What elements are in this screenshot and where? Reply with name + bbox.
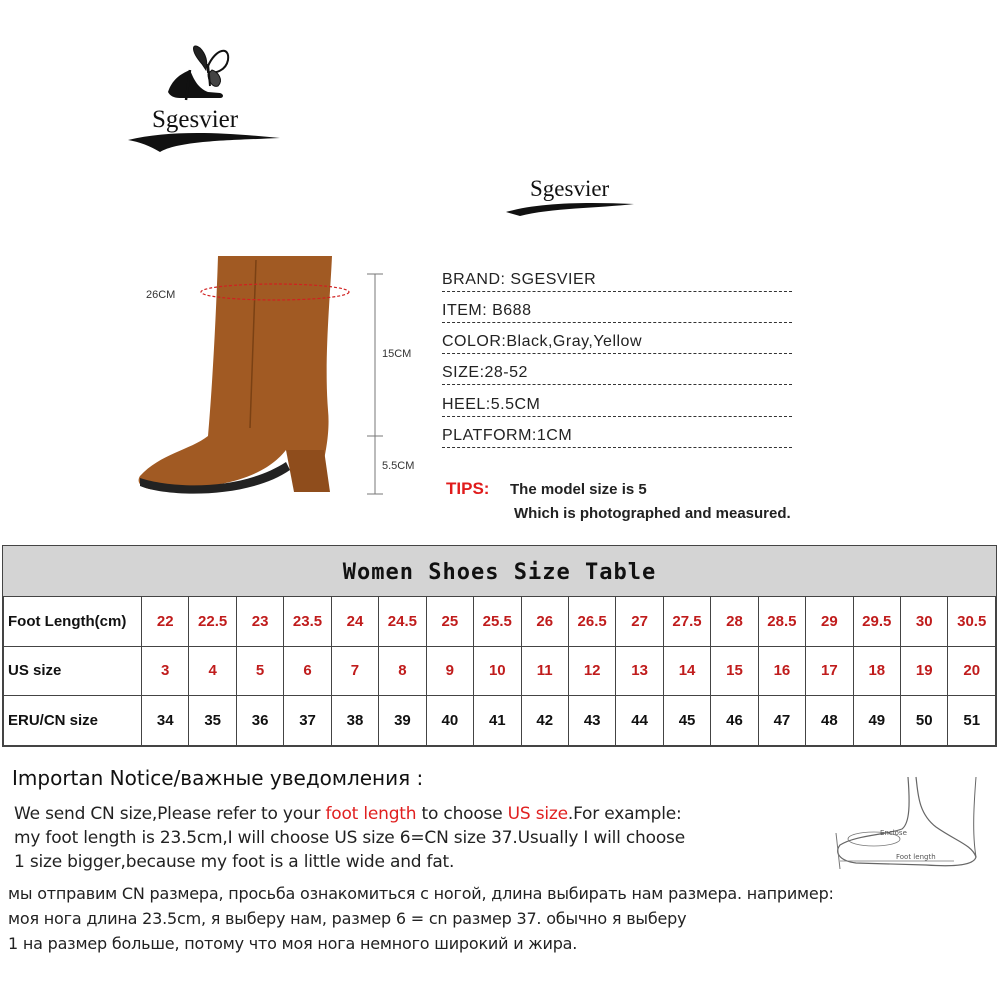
- size-cell: 11: [521, 646, 568, 696]
- size-cell: 22.5: [189, 597, 236, 647]
- notice-ru-line-3: 1 на размер больше, потому что моя нога немного широкий и жира.: [8, 934, 578, 953]
- size-cell: 3: [142, 646, 189, 696]
- size-row: [4, 696, 996, 746]
- swoosh-icon: [500, 172, 650, 222]
- size-cell: 19: [901, 646, 948, 696]
- size-cell: 40: [426, 696, 473, 746]
- circumference-label: 26CM: [146, 289, 176, 301]
- size-row: [4, 597, 996, 647]
- size-cell: 51: [948, 696, 996, 746]
- size-cell: 28.5: [758, 597, 805, 647]
- size-cell: 12: [568, 646, 615, 696]
- size-cell: 30: [901, 597, 948, 647]
- foot-length-label: Foot length: [896, 853, 936, 861]
- spec-platform: PLATFORM:1CM: [442, 425, 792, 448]
- size-cell: 50: [901, 696, 948, 746]
- butterfly-shoe-icon: [120, 40, 290, 160]
- size-cell: 38: [331, 696, 378, 746]
- boot-product-image: [80, 240, 440, 510]
- size-table: [2, 545, 997, 747]
- size-cell: 16: [758, 646, 805, 696]
- size-cell: 22: [142, 597, 189, 647]
- size-cell: 43: [568, 696, 615, 746]
- size-table-title: Women Shoes Size Table: [3, 546, 996, 597]
- size-cell: 24: [331, 597, 378, 647]
- notice-en-line-1: We send CN size,Please refer to your foot length to choose US size.For example:: [14, 804, 682, 824]
- size-cell: 36: [236, 696, 283, 746]
- size-cell: 48: [806, 696, 853, 746]
- size-cell: 8: [379, 646, 426, 696]
- size-cell: 25.5: [474, 597, 521, 647]
- brand-logo-secondary: [500, 172, 650, 222]
- size-cell: 23: [236, 597, 283, 647]
- size-cell: 26: [521, 597, 568, 647]
- size-cell: 41: [474, 696, 521, 746]
- notice-ru-line-2: моя нога длина 23.5cm, я выберу нам, размер 6 = cn размер 37. обычно я выберу: [8, 909, 687, 928]
- shaft-height-label: 15CM: [382, 348, 412, 360]
- size-cell: 4: [189, 646, 236, 696]
- size-cell: 29: [806, 597, 853, 647]
- size-cell: 5: [236, 646, 283, 696]
- tips-label: TIPS:: [446, 479, 490, 498]
- size-cell: 23.5: [284, 597, 331, 647]
- size-cell: 35: [189, 696, 236, 746]
- size-cell: 30.5: [948, 597, 996, 647]
- size-cell: 39: [379, 696, 426, 746]
- size-cell: 29.5: [853, 597, 900, 647]
- notice-title: Importan Notice/важные уведомления :: [12, 766, 424, 790]
- spec-heel: HEEL:5.5CM: [442, 394, 792, 417]
- size-cell: 20: [948, 646, 996, 696]
- spec-brand: BRAND: SGESVIER: [442, 269, 792, 292]
- size-cell: 42: [521, 696, 568, 746]
- notice-ru-line-1: мы отправим CN размера, просьба ознакомиться с ногой, длина выбирать нам размера. например:: [8, 884, 834, 903]
- foot-measure-diagram: [826, 773, 996, 873]
- size-cell: 27.5: [663, 597, 710, 647]
- size-cell: 26.5: [568, 597, 615, 647]
- size-row: [4, 646, 996, 696]
- size-cell: 47: [758, 696, 805, 746]
- tips-line-1: The model size is 5: [510, 481, 647, 498]
- size-cell: 10: [474, 646, 521, 696]
- enclose-label: Enclose: [880, 829, 907, 837]
- size-cell: 45: [663, 696, 710, 746]
- size-cell: 24.5: [379, 597, 426, 647]
- size-row-label: Foot Length(cm): [4, 597, 142, 647]
- size-cell: 37: [284, 696, 331, 746]
- spec-item: ITEM: B688: [442, 300, 792, 323]
- size-cell: 6: [284, 646, 331, 696]
- size-row-label: ERU/CN size: [4, 696, 142, 746]
- us-size-highlight: US size: [507, 804, 568, 824]
- size-row-label: US size: [4, 646, 142, 696]
- tips-line-2: Which is photographed and measured.: [514, 505, 791, 522]
- size-cell: 25: [426, 597, 473, 647]
- foot-outline-icon: [826, 773, 996, 873]
- size-cell: 9: [426, 646, 473, 696]
- heel-height-label: 5.5CM: [382, 460, 415, 472]
- spec-color: COLOR:Black,Gray,Yellow: [442, 331, 792, 354]
- size-cell: 13: [616, 646, 663, 696]
- size-cell: 15: [711, 646, 758, 696]
- brand-logo-text: Sgesvier: [530, 176, 610, 201]
- foot-length-highlight: foot length: [325, 804, 417, 824]
- brand-logo-text: Sgesvier: [152, 106, 239, 133]
- size-cell: 18: [853, 646, 900, 696]
- size-cell: 27: [616, 597, 663, 647]
- size-cell: 46: [711, 696, 758, 746]
- size-cell: 49: [853, 696, 900, 746]
- notice-en-line-3: 1 size bigger,because my foot is a little wide and fat.: [14, 852, 455, 872]
- notice-en-line-2: my foot length is 23.5cm,I will choose US size 6=CN size 37.Usually I will choose: [14, 828, 685, 848]
- brand-logo-main: [120, 40, 290, 160]
- size-grid: [3, 596, 996, 746]
- size-cell: 14: [663, 646, 710, 696]
- spec-size: SIZE:28-52: [442, 362, 792, 385]
- size-cell: 34: [142, 696, 189, 746]
- size-cell: 44: [616, 696, 663, 746]
- size-cell: 28: [711, 597, 758, 647]
- size-cell: 17: [806, 646, 853, 696]
- size-cell: 7: [331, 646, 378, 696]
